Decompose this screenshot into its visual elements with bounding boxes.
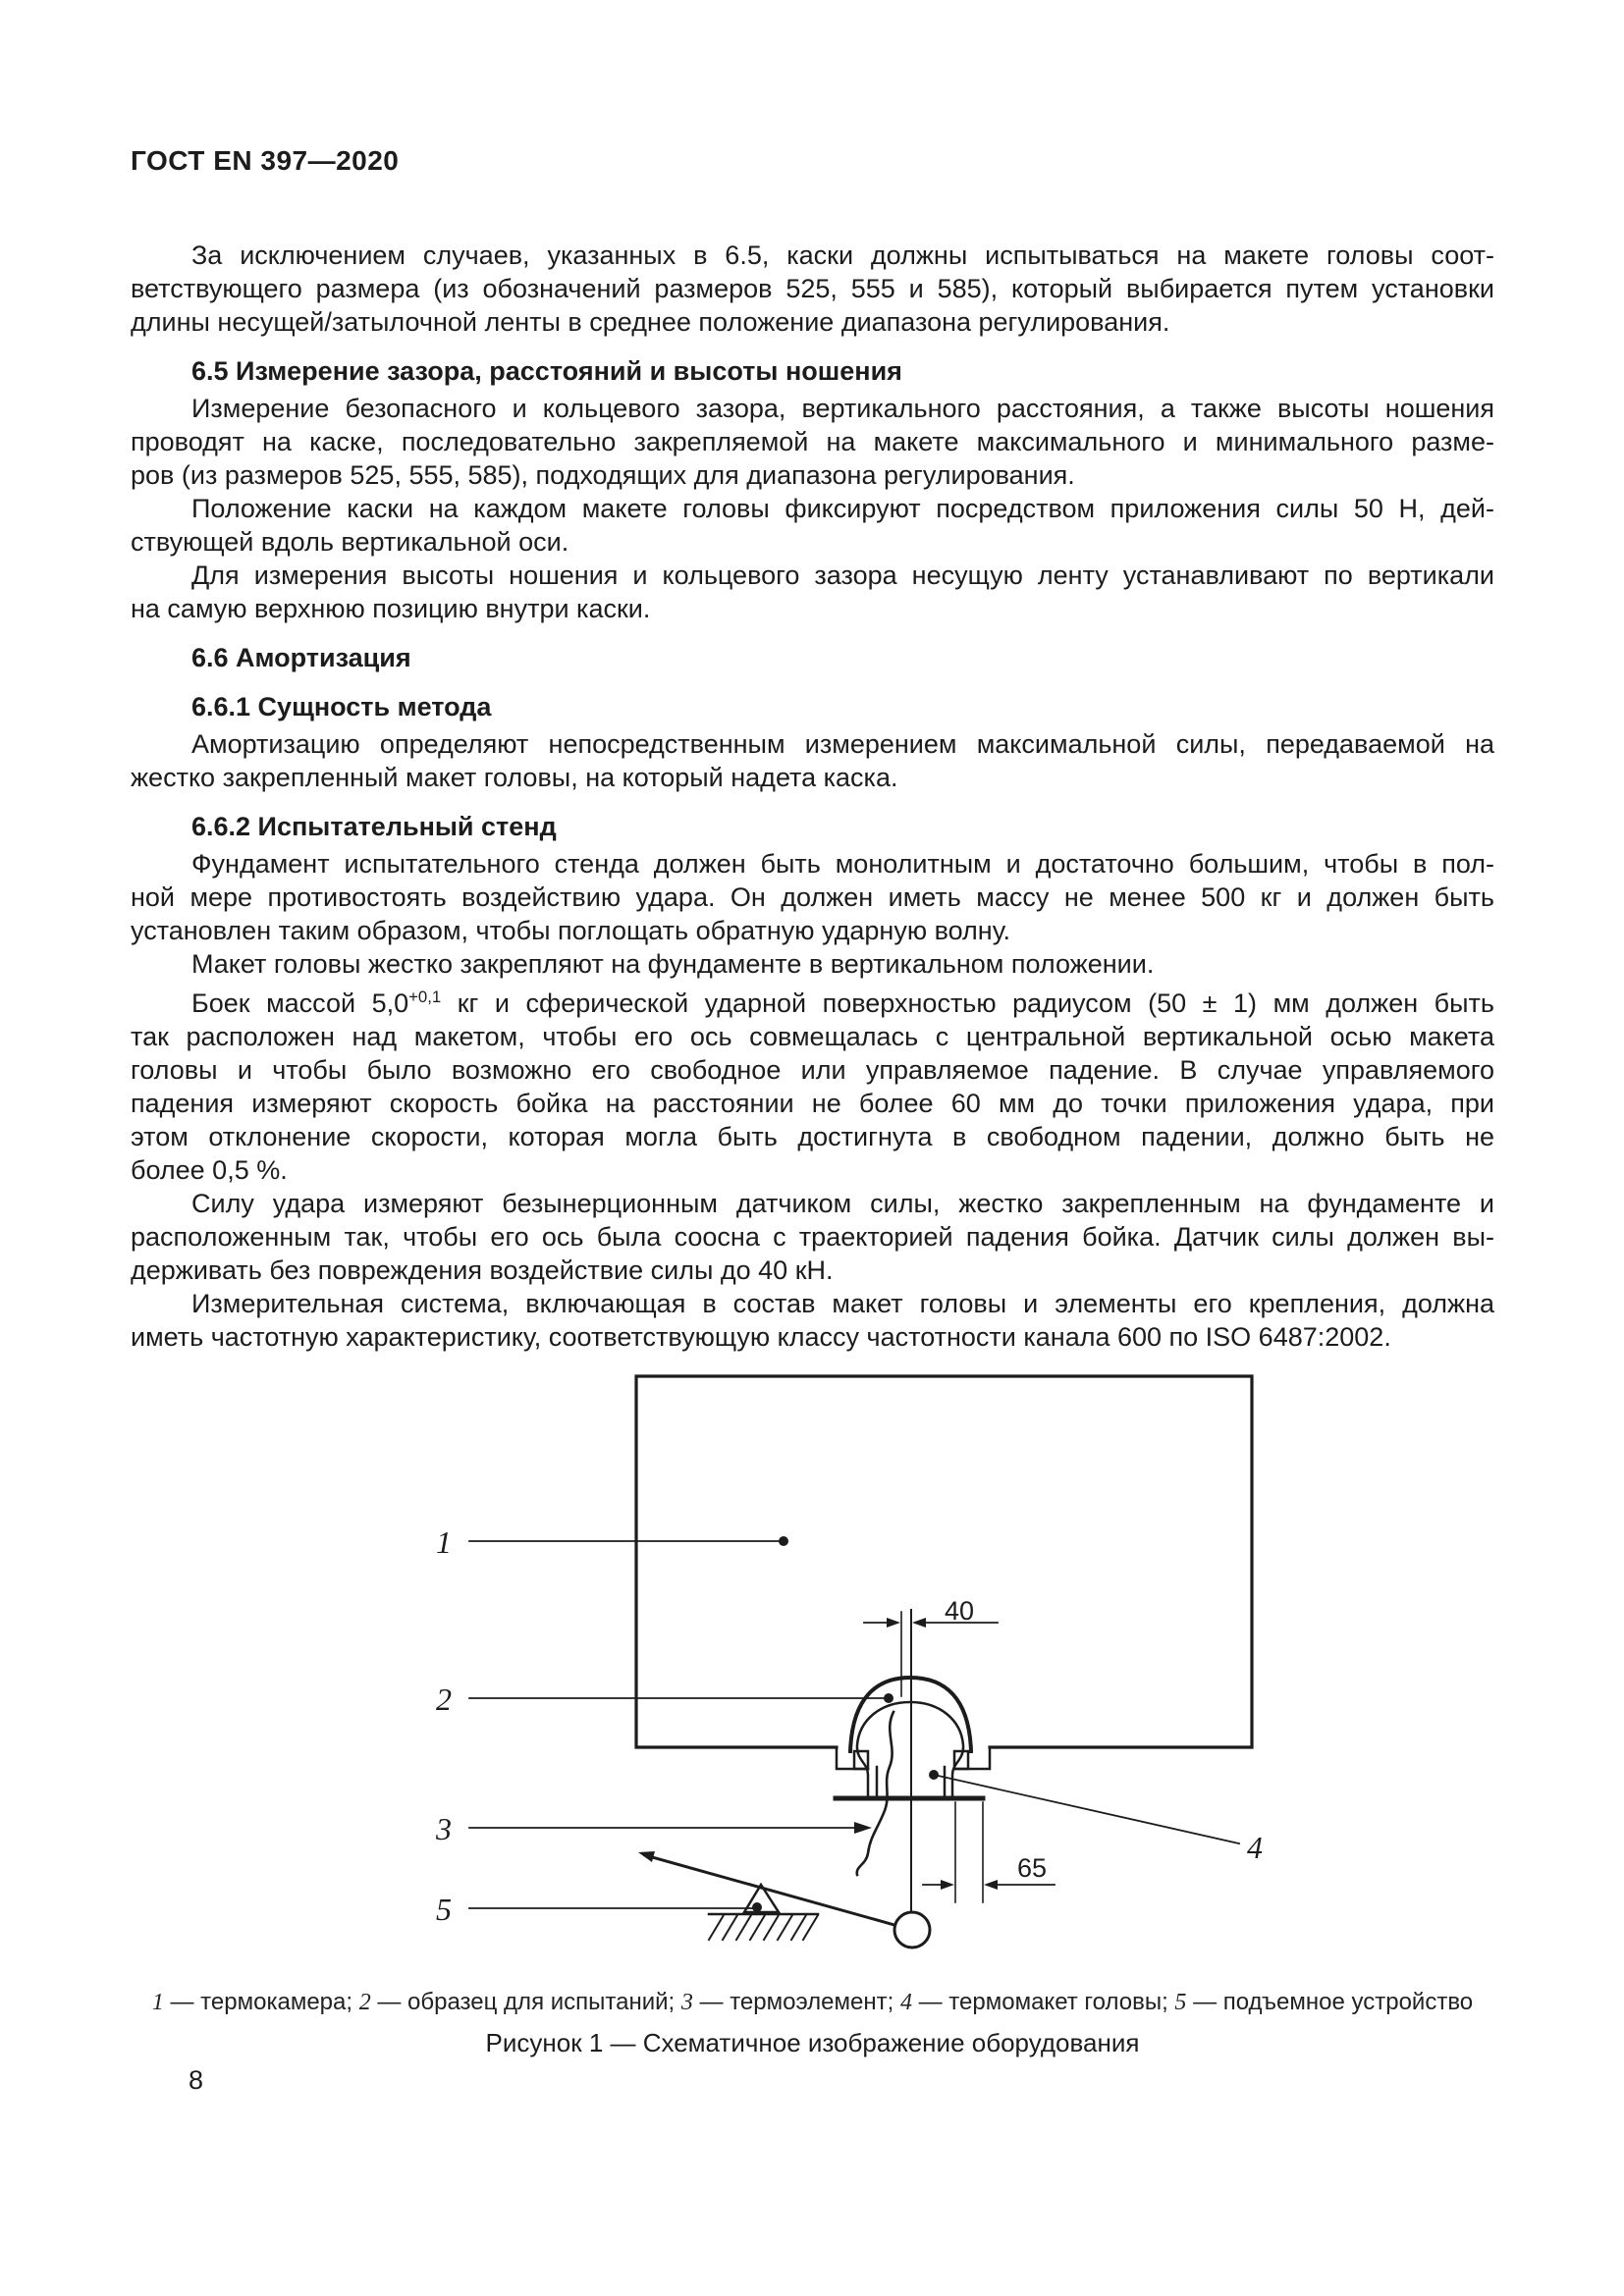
callout-1: 1 — [436, 1524, 452, 1560]
paragraph-line: За исключением случаев, указанных в 6.5, каски должны испытываться на макете головы соот- — [191, 240, 1494, 270]
paragraph-line: этом отклонение скорости, которая могла быть достигнута в свободном падении, должно быть не — [131, 1122, 1494, 1151]
leader-1-dot — [779, 1536, 788, 1546]
page-number: 8 — [189, 2065, 204, 2095]
paragraph-line: Боек массой $5,0^{+0,1}$ кг и сферической ударной поверхностью радиусом (50 ± 1) мм должен быть — [191, 988, 1494, 1018]
dim65-arrow-left — [941, 1880, 954, 1890]
paragraph-line: Амортизацию определяют непосредственным измерением максимальной силы, передаваемой на — [191, 729, 1494, 759]
paragraph-line: Измерение безопасного и кольцевого зазора, вертикального расстояния, а также высоты ношения — [191, 394, 1494, 423]
leader-5-dot — [752, 1902, 762, 1912]
dim65-arrow-right — [984, 1880, 998, 1890]
thermochamber-outline — [636, 1376, 1252, 1747]
paragraph-line: ной мере противостоять воздействию удара. Он должен иметь массу не менее 500 кг и должен быть — [131, 882, 1494, 912]
paragraph-line: установлен таким образом, чтобы поглощать обратную ударную волну. — [131, 916, 1010, 945]
paragraph-line: расположенным так, чтобы его ось была соосна с траекторией падения бойка. Датчик силы должен вы- — [131, 1222, 1494, 1252]
paragraph-line: длины несущей/затылочной ленты в среднее положение диапазона регулирования. — [131, 307, 1170, 337]
dimension-65-label: 65 — [1016, 1853, 1048, 1883]
paragraph-line: держивать без повреждения воздействие силы до 40 кН. — [131, 1255, 834, 1285]
callout-5: 5 — [436, 1892, 452, 1927]
section-heading: 6.6.1 Сущность метода — [191, 692, 492, 721]
dimension-40-label: 40 — [944, 1596, 975, 1626]
paragraph-line: Силу удара измеряют безынерционным датчиком силы, жестко закрепленным на фундаменте и — [191, 1189, 1494, 1218]
callout-2: 2 — [436, 1682, 452, 1717]
paragraph-line: Для измерения высоты ношения и кольцевого зазора несущую ленту устанавливают по вертикали — [191, 561, 1494, 590]
impact-ball — [894, 1912, 930, 1948]
paragraph-line: головы и чтобы было возможно его свободное или управляемое падение. В случае управляемого — [131, 1055, 1494, 1085]
paragraph-line: Фундамент испытательного стенда должен быть монолитным и достаточно большим, чтобы в пол- — [191, 849, 1494, 879]
paragraph-line: ветствующего размера (из обозначений размеров 525, 555 и 585), который выбирается путем установки — [131, 274, 1494, 303]
leader-3-arrow — [854, 1822, 872, 1834]
document-header: ГОСТ EN 397—2020 — [131, 145, 400, 176]
paragraph-line: жестко закрепленный макет головы, на который надета каска. — [131, 763, 898, 792]
dim40-arrow-left — [887, 1618, 900, 1628]
figure-title: Рисунок 1 — Схематичное изображение оборудования — [485, 2028, 1140, 2057]
callout-4: 4 — [1247, 1830, 1263, 1865]
paragraph-line: проводят на каске, последовательно закрепляемой на макете максимального и минимального разме- — [131, 427, 1494, 456]
paragraph-line: более 0,5 %. — [131, 1155, 288, 1185]
section-heading: 6.6 Амортизация — [191, 643, 411, 672]
paragraph-line: Положение каски на каждом макете головы фиксируют посредством приложения силы 50 Н, дей- — [191, 494, 1494, 523]
leader-4 — [934, 1775, 1239, 1843]
section-heading: 6.6.2 Испытательный стенд — [191, 812, 557, 841]
paragraph-line: Макет головы жестко закрепляют на фундаменте в вертикальном положении. — [191, 949, 1155, 979]
paragraph-line: на самую верхнюю позицию внутри каски. — [131, 594, 651, 623]
paragraph-line: иметь частотную характеристику, соответствующую классу частотности канала 600 по ISO 6487:2002. — [131, 1322, 1391, 1352]
paragraph-line: ров (из размеров 525, 555, 585), подходящих для диапазона регулирования. — [131, 460, 1075, 490]
lever-arrow-tip — [638, 1851, 655, 1862]
paragraph-line: так расположен над макетом, чтобы его ось совмещалась с центральной вертикальной осью макета — [131, 1022, 1494, 1051]
paragraph-line: ствующей вдоль вертикальной оси. — [131, 527, 569, 557]
section-heading: 6.5 Измерение зазора, расстояний и высоты ношения — [191, 356, 902, 386]
paragraph-line: Измерительная система, включающая в состав макет головы и элементы его крепления, должна — [191, 1289, 1494, 1318]
thermoelement-wavy-line — [857, 1712, 893, 1875]
leader-4-dot — [929, 1770, 939, 1780]
figure-caption: 1 — термокамера; 2 — образец для испытаний; 3 — термоэлемент; 4 — термомакет головы; 5 — подъемное устройство — [151, 1989, 1474, 2015]
callout-3: 3 — [436, 1811, 452, 1846]
dim40-arrow-right — [912, 1618, 926, 1628]
leader-2-dot — [884, 1693, 893, 1703]
ground-hatching — [709, 1915, 818, 1940]
paragraph-line: падения измеряют скорость бойка на расстоянии не более 60 мм до точки приложения удара, при — [131, 1089, 1494, 1118]
